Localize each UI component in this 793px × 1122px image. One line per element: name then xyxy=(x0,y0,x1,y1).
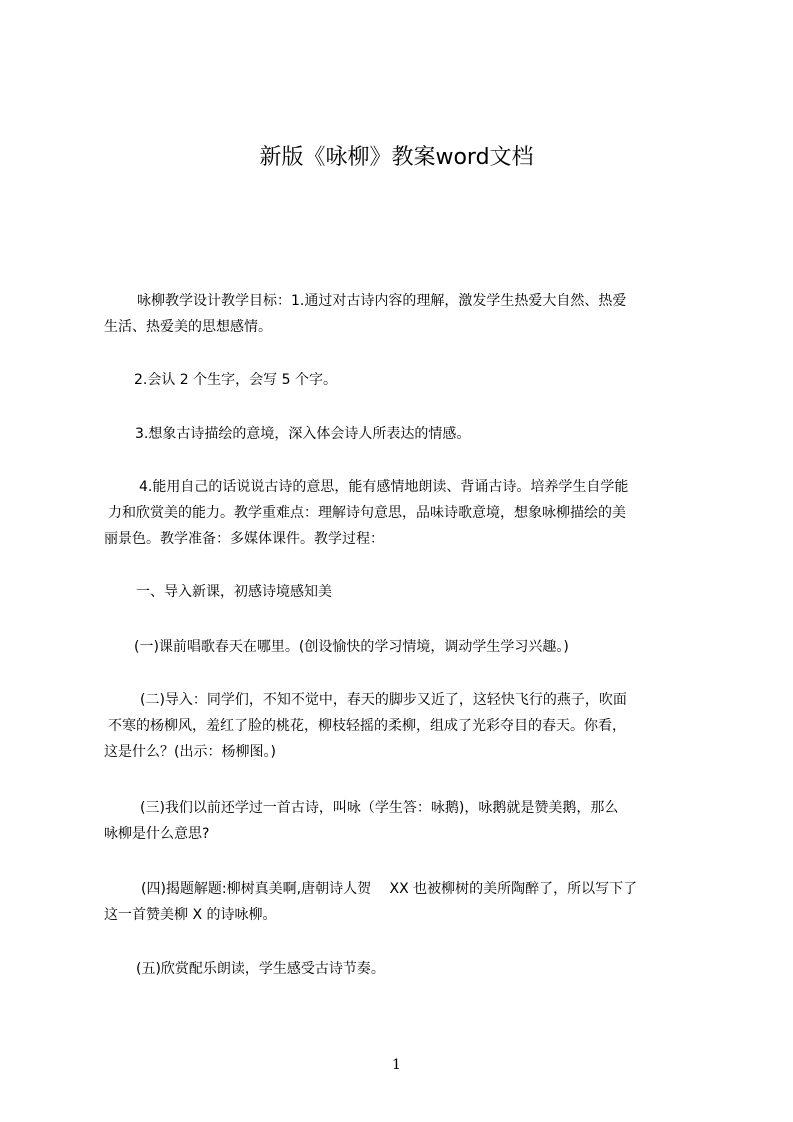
paragraph-line: 一、导入新课，初感诗境感知美 xyxy=(136,584,332,600)
paragraph-line: 4.能用自己的话说说古诗的意思，能有感情地朗读、背诵古诗。培养学生自学能 xyxy=(139,479,629,495)
paragraph-step-5 xyxy=(104,956,704,982)
paragraph-objective-4 xyxy=(104,474,704,552)
paragraph-line: 这是什么？(出示：杨柳图。) xyxy=(104,744,276,760)
document-title: 新版《咏柳》教案word文档 xyxy=(259,145,534,170)
paragraph-line: 3.想象古诗描绘的意境，深入体会诗人所表达的情感。 xyxy=(135,426,471,442)
paragraph-step-2 xyxy=(104,687,704,765)
paragraph-objectives xyxy=(104,288,704,340)
page-number: 1 xyxy=(392,1057,401,1073)
paragraph-line: (二)导入：同学们，不知不觉中，春天的脚步又近了，这轻快飞行的燕子，吹面 xyxy=(140,692,627,708)
paragraph-objective-2 xyxy=(104,367,704,393)
paragraph-step-3 xyxy=(104,795,704,847)
paragraph-line: 这一首赞美柳 X 的诗咏柳。 xyxy=(104,907,277,923)
paragraph-step-1 xyxy=(104,634,704,660)
paragraph-line: 不寒的杨柳风，羞红了脸的桃花，柳枝轻摇的柔柳，组成了光彩夺目的春天。你看， xyxy=(108,718,626,734)
paragraph-line: 丽景色。教学准备：多媒体课件。教学过程： xyxy=(104,531,384,547)
paragraph-line: (一)课前唱歌春天在哪里。(创设愉快的学习情境，调动学生学习兴趣。) xyxy=(134,639,569,655)
paragraph-line: (四)揭题解题:柳树真美啊,唐朝诗人贺 XX 也被柳树的美所陶醉了，所以写下了 xyxy=(141,881,638,897)
paragraph-line: 生活、热爱美的思想感情。 xyxy=(104,319,272,335)
paragraph-line: 2.会认 2 个生字，会写 5 个字。 xyxy=(134,372,337,388)
paragraph-step-4 xyxy=(104,876,704,928)
section-heading-intro xyxy=(104,579,704,605)
paragraph-objective-3 xyxy=(104,421,704,447)
paragraph-line: 咏柳是什么意思? xyxy=(104,826,210,842)
paragraph-line: (三)我们以前还学过一首古诗，叫咏（学生答：咏鹅)，咏鹅就是赞美鹅，那么 xyxy=(140,800,619,816)
paragraph-line: 力和欣赏美的能力。教学重难点：理解诗句意思，品味诗歌意境，想象咏柳描绘的美 xyxy=(108,505,626,521)
paragraph-line: 咏柳教学设计教学目标：1.通过对古诗内容的理解，激发学生热爱大自然、热爱 xyxy=(137,293,627,309)
paragraph-line: (五)欣赏配乐朗读，学生感受古诗节奏。 xyxy=(136,961,385,977)
